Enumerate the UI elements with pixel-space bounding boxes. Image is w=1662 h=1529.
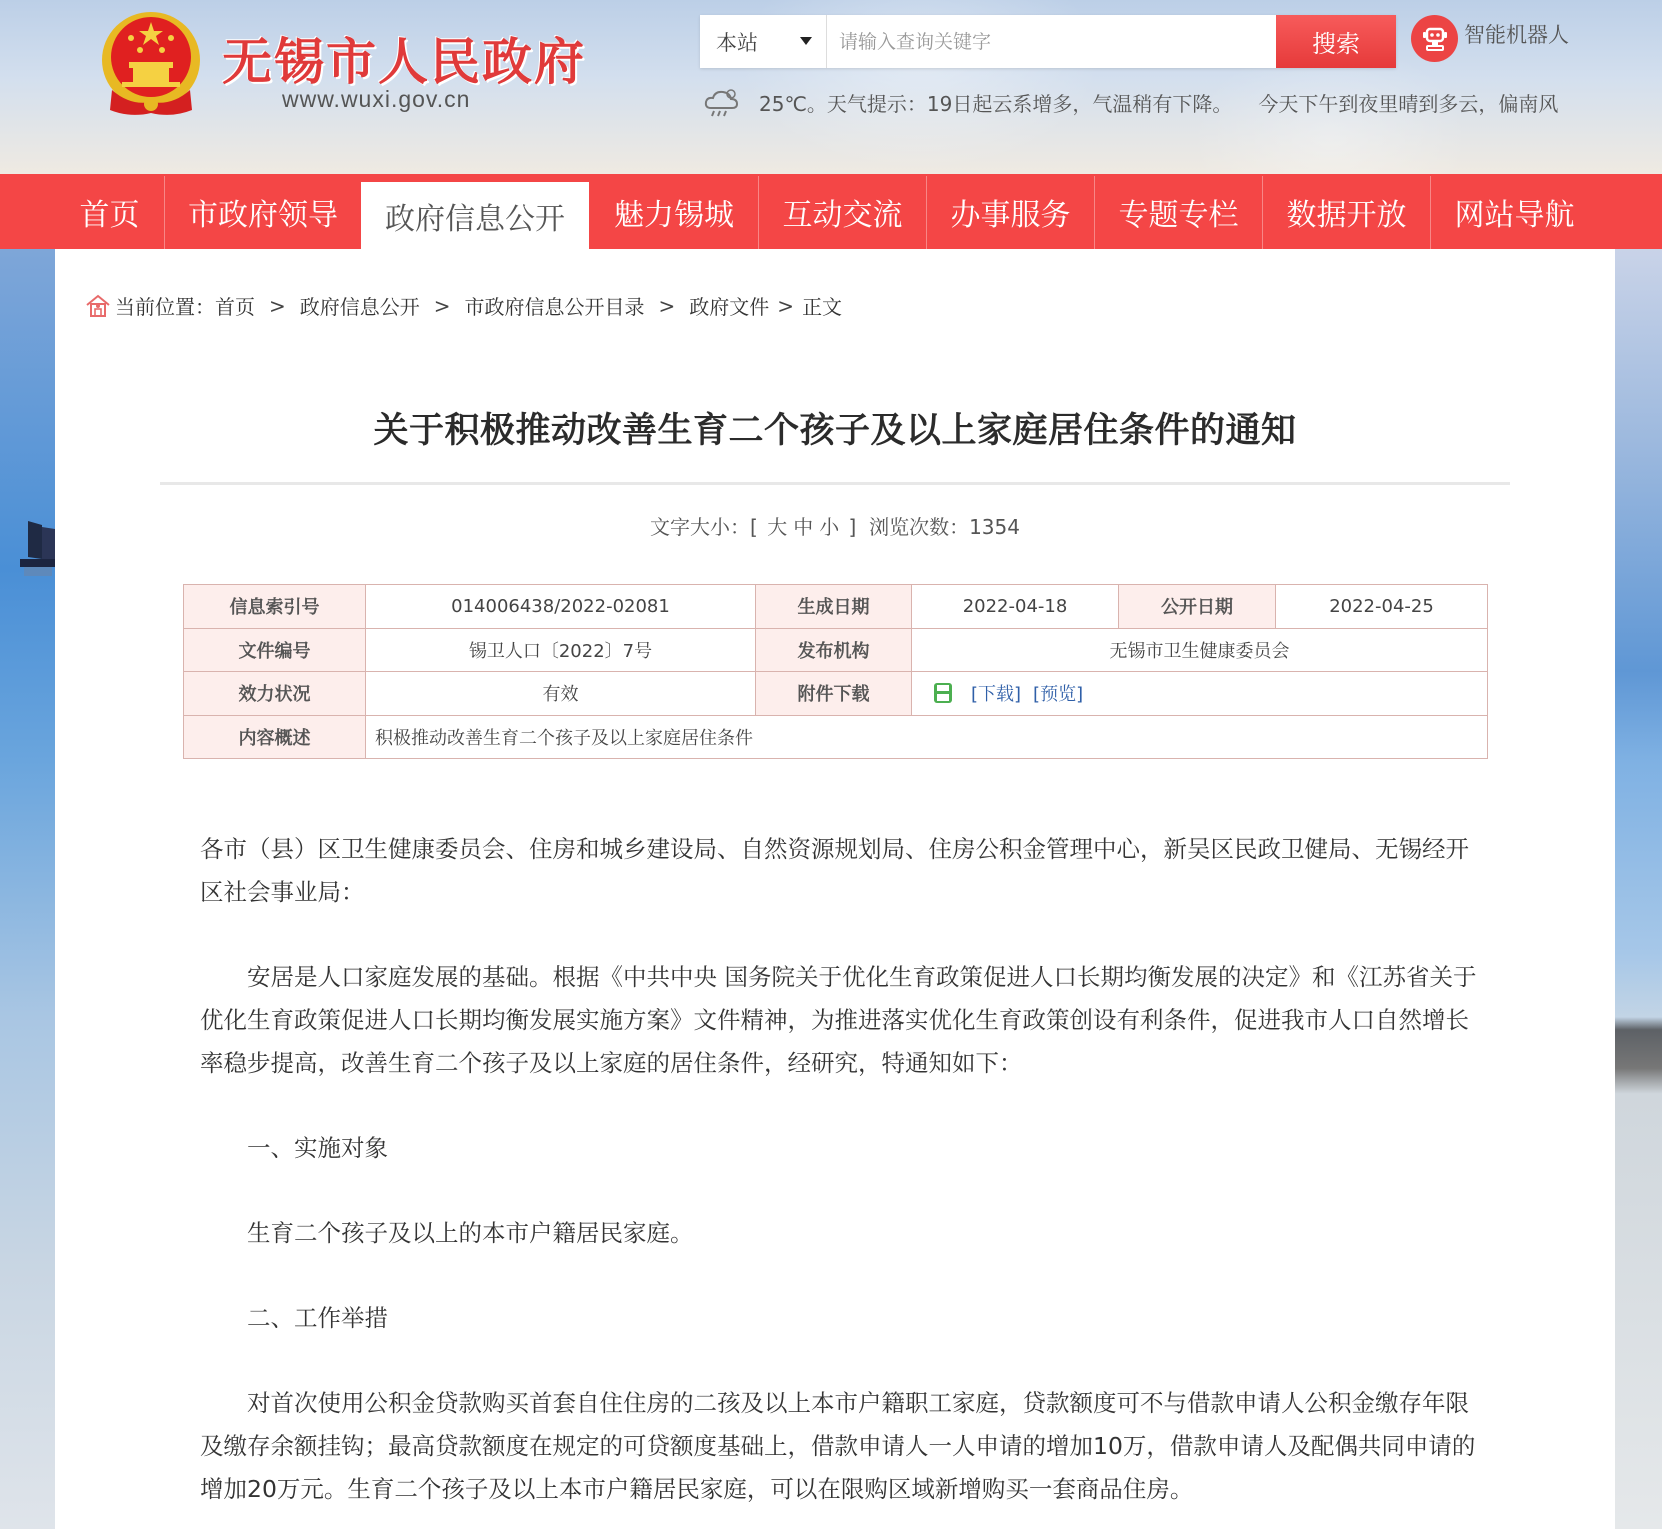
bracket-open: [ <box>750 515 765 539</box>
breadcrumb-separator: > <box>658 293 676 318</box>
published-date-label: 公开日期 <box>1119 585 1276 629</box>
national-emblem-logo[interactable] <box>100 10 203 118</box>
breadcrumb-info-disclosure[interactable]: 政府信息公开 <box>299 295 420 319</box>
breadcrumb-gov-documents[interactable]: 政府文件 <box>689 295 770 319</box>
weather-forecast-text: 今天下午到夜里晴到多云，偏南风 <box>1258 91 1559 116</box>
created-date-label: 生成日期 <box>756 585 912 629</box>
main-nav <box>0 174 1662 249</box>
table-row <box>184 585 1488 629</box>
breadcrumb-catalog[interactable]: 市政府信息公开目录 <box>464 295 645 319</box>
breadcrumb-current: 正文 <box>802 295 843 319</box>
breadcrumb-home[interactable]: 首页 <box>215 295 255 319</box>
body-paragraph: 安居是人口家庭发展的基础。根据《中共中央 国务院关于优化生育政策促进人口长期均衡发展的决定》和《江苏省关于优化生育政策促进人口长期均衡发展实施方案》文件精神，为推进落实优化生育政策创设有利条件，促进我市人口自然增长率稳步提高，改善生育二个孩子及以上家庭的居住条件，经研究，特通知如下： <box>200 963 1477 1077</box>
nav-item-interaction[interactable]: 互动交流 <box>782 197 903 233</box>
published-date-value: 2022-04-25 <box>1276 585 1488 629</box>
section-heading: 一、实施对象 <box>247 1134 388 1162</box>
table-row <box>184 628 1488 672</box>
breadcrumb-separator: > <box>433 293 451 318</box>
summary-label: 内容概述 <box>184 715 366 759</box>
title-divider <box>160 482 1510 485</box>
search-box <box>700 15 1396 68</box>
attachment-download-link[interactable]: [下载] <box>971 684 1022 706</box>
site-header <box>0 0 1662 174</box>
nav-item-leaders[interactable]: 市政府领导 <box>188 197 338 233</box>
weather-text: 25℃。天气提示：19日起云系增多，气温稍有下降。 <box>759 91 1233 116</box>
nav-item-services[interactable]: 办事服务 <box>950 197 1071 233</box>
table-row <box>184 715 1488 759</box>
nav-item-open-data[interactable]: 数据开放 <box>1286 197 1407 233</box>
attachment-cell <box>912 672 1488 716</box>
article-meta <box>55 511 1615 540</box>
article-container <box>55 249 1615 1529</box>
nav-item-info-disclosure[interactable]: 政府信息公开 <box>361 182 589 249</box>
nav-item-charm-wuxi[interactable]: 魅力锡城 <box>614 197 734 233</box>
robot-icon <box>1411 15 1458 62</box>
floppy-disk-icon <box>933 682 953 704</box>
summary-value: 积极推动改善生育二个孩子及以上家庭居住条件 <box>366 715 1488 759</box>
nav-item-topics[interactable]: 专题专栏 <box>1118 197 1239 233</box>
body-paragraph: 生育二个孩子及以上的本市户籍居民家庭。 <box>247 1219 694 1247</box>
font-size-large-button[interactable]: 大 <box>767 515 788 539</box>
index-value: 014006438/2022-02081 <box>366 585 756 629</box>
breadcrumb-prefix: 当前位置： <box>115 295 215 319</box>
views-label: 浏览次数： <box>869 515 970 539</box>
index-label: 信息索引号 <box>184 585 366 629</box>
search-scope-value: 本站 <box>716 30 758 55</box>
font-size-label: 文字大小： <box>650 515 751 539</box>
font-size-medium-button[interactable]: 中 <box>793 515 814 539</box>
attachment-label: 附件下载 <box>756 672 912 716</box>
attachment-preview-link[interactable]: [预览] <box>1033 684 1084 706</box>
nav-item-home[interactable]: 首页 <box>79 197 140 233</box>
weather-bar <box>703 86 1573 118</box>
document-info-table <box>183 584 1488 759</box>
table-row <box>184 672 1488 716</box>
nav-item-site-map[interactable]: 网站导航 <box>1454 197 1575 233</box>
font-size-small-button[interactable]: 小 <box>819 515 840 539</box>
body-paragraph: 对首次使用公积金贷款购买首套自住住房的二孩及以上本市户籍职工家庭，贷款额度可不与借款申请人公积金缴存年限及缴存余额挂钩；最高贷款额度在规定的可贷额度基础上，借款申请人一人申请的增加10万，借款申请人及配偶共同申请的增加20万元。生育二个孩子及以上本市户籍居民家庭，可以在限购区域新增购买一套商品住房。 <box>200 1389 1476 1503</box>
section-heading: 二、工作举措 <box>247 1304 388 1332</box>
addressee-paragraph: 各市（县）区卫生健康委员会、住房和城乡建设局、自然资源规划局、住房公积金管理中心，新吴区民政卫健局、无锡经开区社会事业局： <box>200 835 1469 906</box>
issuer-value: 无锡市卫生健康委员会 <box>912 628 1488 672</box>
search-scope-select[interactable] <box>700 15 827 68</box>
breadcrumb-separator: > <box>777 293 795 318</box>
smart-robot-link[interactable] <box>1411 15 1569 62</box>
search-input[interactable] <box>827 15 1276 68</box>
chevron-down-icon <box>800 37 812 45</box>
doc-number-value: 锡卫人口〔2022〕7号 <box>366 628 756 672</box>
doc-number-label: 文件编号 <box>184 628 366 672</box>
status-label: 效力状况 <box>184 672 366 716</box>
article-body <box>200 828 1490 1529</box>
site-title[interactable]: 无锡市人民政府 <box>222 33 586 91</box>
robot-label: 智能机器人 <box>1464 22 1569 47</box>
home-icon <box>85 294 111 318</box>
created-date-value: 2022-04-18 <box>912 585 1119 629</box>
search-button[interactable]: 搜索 <box>1276 15 1396 68</box>
site-url: www.wuxi.gov.cn <box>282 86 471 112</box>
cloud-rain-sun-icon <box>703 86 743 118</box>
breadcrumb <box>85 291 842 320</box>
sailboat-image <box>20 521 55 576</box>
background-lake-left <box>0 249 55 1529</box>
background-lake-right <box>1615 249 1662 1529</box>
status-value: 有效 <box>366 672 756 716</box>
views-count: 1354 <box>969 515 1020 539</box>
article-title: 关于积极推动改善生育二个孩子及以上家庭居住条件的通知 <box>373 411 1297 451</box>
issuer-label: 发布机构 <box>756 628 912 672</box>
bracket-close: ] <box>842 515 857 539</box>
breadcrumb-separator: > <box>269 293 286 318</box>
